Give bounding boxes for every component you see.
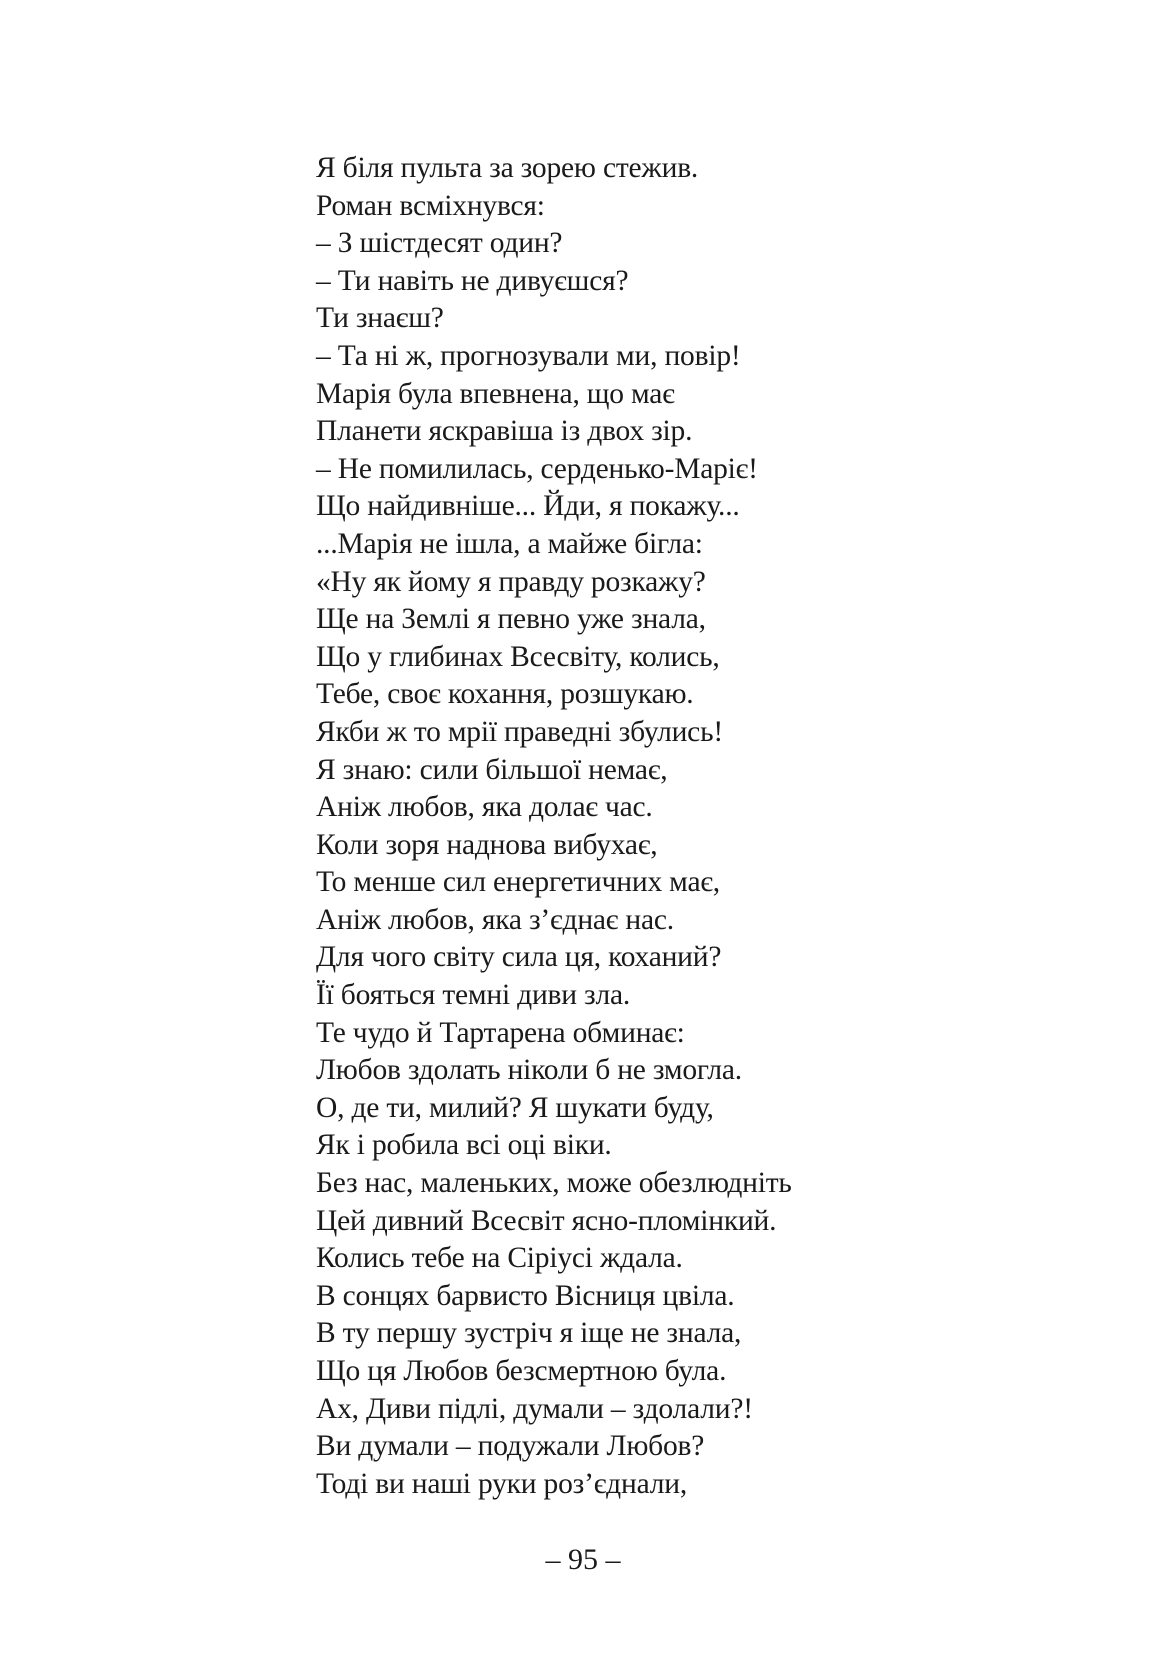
poem-line: Що у глибинах Всесвіту, колись, (316, 640, 720, 673)
poem-line: Аніж любов, яка з’єднає нас. (316, 903, 674, 936)
poem-line: Я біля пульта за зорею стежив. (316, 152, 699, 184)
poem-line: Ще на Землі я певно уже знала, (316, 603, 706, 636)
poem-line: Її бояться темні диви зла. (316, 979, 631, 1012)
poem-line: Ви думали – подужали Любов? (316, 1430, 705, 1463)
poem-line: О, де ти, милий? Я шукати буду, (316, 1091, 714, 1124)
poem-line: – З шістдесят один? (316, 227, 563, 260)
poem-line: Якби ж то мрії праведні збулись! (316, 715, 723, 748)
poem-line: – Ти навіть не дивуєшся? (316, 264, 629, 297)
poem-line: Як і робила всі оці віки. (316, 1129, 612, 1162)
poem-line: Тоді ви наші руки роз’єднали, (316, 1467, 688, 1500)
poem-line: Цей дивний Всесвіт ясно-пломінкий. (316, 1204, 777, 1237)
poem-line: Роман всміхнувся: (316, 189, 545, 222)
poem-line: В сонцях барвисто Вісниця цвіла. (316, 1279, 735, 1312)
poem-line: – Не помилилась, серденько-Маріє! (316, 452, 758, 485)
poem-line: Колись тебе на Сіріусі ждала. (316, 1242, 683, 1275)
poem-text (316, 150, 792, 1503)
poem-line: «Ну як йому я правду розкажу? (316, 565, 706, 598)
poem-line: Я знаю: сили більшої немає, (316, 753, 668, 786)
poem-line: Марія була впевнена, що має (316, 377, 675, 410)
poem-line: Що найдивніше... Йди, я покажу... (316, 490, 740, 523)
poem-line: Ах, Диви підлі, думали – здолали?! (316, 1392, 753, 1425)
poem-line: Планети яскравіша із двох зір. (316, 415, 693, 448)
poem-line: В ту першу зустріч я іще не знала, (316, 1317, 742, 1350)
poem-line: Коли зоря наднова вибухає, (316, 828, 658, 861)
poem-line: Що ця Любов безсмертною була. (316, 1355, 727, 1387)
poem-line: Аніж любов, яка долає час. (316, 791, 653, 824)
poem-line: Для чого світу сила ця, коханий? (316, 941, 722, 974)
poem-line: ...Марія не ішла, а майже бігла: (316, 527, 703, 560)
poem-line: Тебе, своє кохання, розшукаю. (316, 678, 694, 711)
poem-line: – Та ні ж, прогнозували ми, повір! (316, 339, 741, 372)
poem-line: Те чудо й Тартарена обминає: (316, 1016, 685, 1049)
poem-line: Без нас, маленьких, може обезлюдніть (316, 1167, 792, 1200)
page-number: – 95 – (545, 1543, 621, 1576)
poem-line: Любов здолать ніколи б не змогла. (316, 1054, 742, 1087)
poem-line: Ти знаєш? (316, 302, 444, 335)
poem-line: То менше сил енергетичних має, (316, 866, 720, 899)
